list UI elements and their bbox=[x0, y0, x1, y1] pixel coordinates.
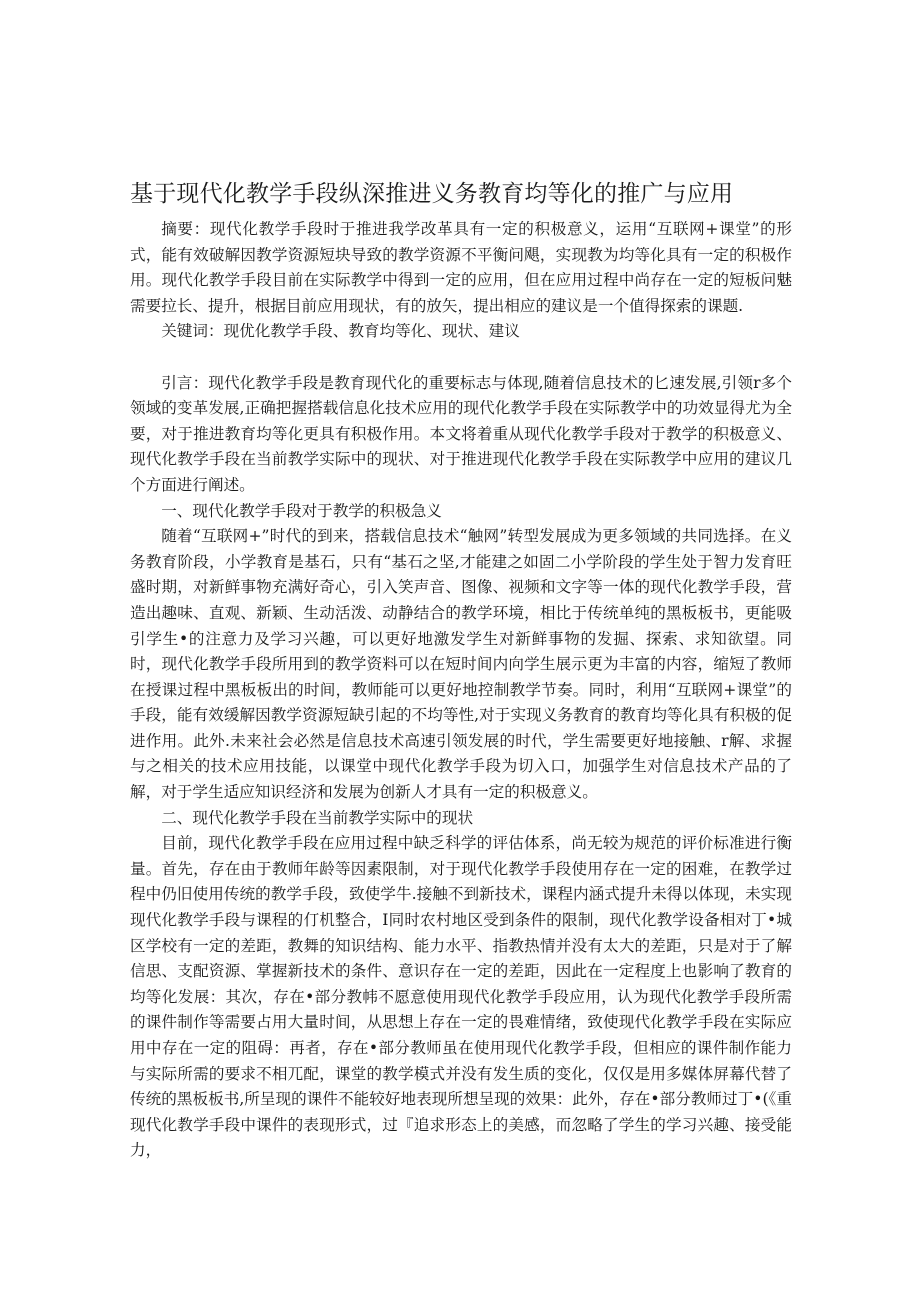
abstract-paragraph: 摘要：现代化教学手段时于推进我学改革具有一定的积极意义，运用“互联网+课堂”的形式，能有效破解因教学资源短块导致的教学资源不平衡问飓，实现教为均等化具有一定的积极作用。现代化教学手段目前在实际教学中得到一定的应用，但在应用过程中尚存在一定的短板问魅需要拉长、提升，根据目前应用现状，有的放矢，提出相应的建议是一个值得探索的课题. bbox=[130, 220, 792, 315]
document-title: 基于现代化教学手段纵深推进义务教育均等化的推广与应用 bbox=[130, 181, 734, 207]
section-1-heading: 一、现代化教学手段对于教学的积极急义 bbox=[161, 501, 442, 520]
section-2-heading: 二、现代化教学手段在当前教学实际中的现状 bbox=[161, 808, 474, 827]
intro-paragraph: 引言：现代化教学手段是教育现代化的重要标志与体现,随着信息技术的匕速发展,引领r多个领域的变革发展,正确把握搭载信息化技术应用的现代化教学手段在实际教学中的功效显得尤为全要，对于推进教育均等化更具有积极作用。本文将着重从现代化教学手段对于教学的积极意义、现代化教学手段在当前教学实际中的现状、对于推进现代化教学手段在实际教学中应用的建议几个方面进行阐述。 bbox=[130, 373, 792, 494]
blank-line bbox=[130, 345, 792, 371]
section-2-body: 目前，现代化教学手段在应用过程中缺乏科学的评估体系，尚无较为规范的评价标准进行衡量。首先，存在由于教师年龄等因素限制，对于现代化教学手段使用存在一定的困难，在教学过程中仍旧使用传统的教学手段，致使学牛.接触不到新技术，课程内涵式提升未得以体现，未实现现代化教学手段与课程的仃机整合，I同时农村地区受到条件的限制，现代化教学设备相对丁•城区学校有一定的差距，教舞的知识结构、能力水平、指教热情并没有太大的差距，只是对于了解信思、支配资源、掌握新技术的条件、意识存在一定的差距，因此在一定程度上也影响了教育的均等化发展：其次，存在•部分教帏不愿意使用现代化教学手段应用，认为现代化教学手段所需的课件制作等需要占用大量时间，从思想上存在一定的畏难情绪，致使现代化教学手段在实际应用中存在一定的阻碍：再者，存在•部分教师虽在使用现代化教学手段，但相应的课件制作能力与实际所需的要求不相兀配，课堂的教学模式并没有发生质的变化，仅仅是用多媒体屏幕代替了传统的黑板板书,所呈现的课件不能较好地表现所想呈现的效果：此外，存在•部分教师过丁•(《重现代化教学手段中课件的表现形式，过『追求形态上的美感，而忽略了学生的学习兴趣、接受能力， bbox=[130, 834, 792, 1160]
section-1-body: 随着“互联网+”时代的到来，搭载信息技术“触网”转型发展成为更多领域的共同选择。在义务教育阶段，小学教育是基石，只有“基石之坚,才能建之如固二小学阶段的学生处于智力发育旺盛时期，对新鲜事物充满好奇心，引入笑声音、图像、视频和文字等一体的现代化教学手段，营造出趣味、直观、新颖、生动活泼、动静结合的教学环境，相比于传统单纯的黑板板书，更能吸引学生•的注意力及学习兴趣，可以更好地激发学生对新鲜事物的发掘、探索、求知欲望。同时，现代化教学手段所用到的教学资料可以在短时间内向学生展示更为丰富的内容，缩短了教师在授课过程中黑板板出的时间，教师能可以更好地控制教学节奏。同时，利用“互联网+课堂”的手段，能有效缓解因教学资源短缺引起的不均等性,对于实现义务教育的教育均等化具有积极的促进作用。此外.未来社会必然是信息技术高速引领发展的时代，学生需要更好地接触、r解、求握与之相关的技术应用技能，以课堂中现代化教学手段为切入口，加强学生对信息技术产品的了解，对于学生适应知识经济和发展为创新人才具有一定的积极意义。 bbox=[130, 527, 792, 802]
document-page bbox=[130, 177, 792, 1164]
keywords-line: 关键词：现优化教学手段、教育均等化、现状、建议 bbox=[161, 322, 520, 341]
